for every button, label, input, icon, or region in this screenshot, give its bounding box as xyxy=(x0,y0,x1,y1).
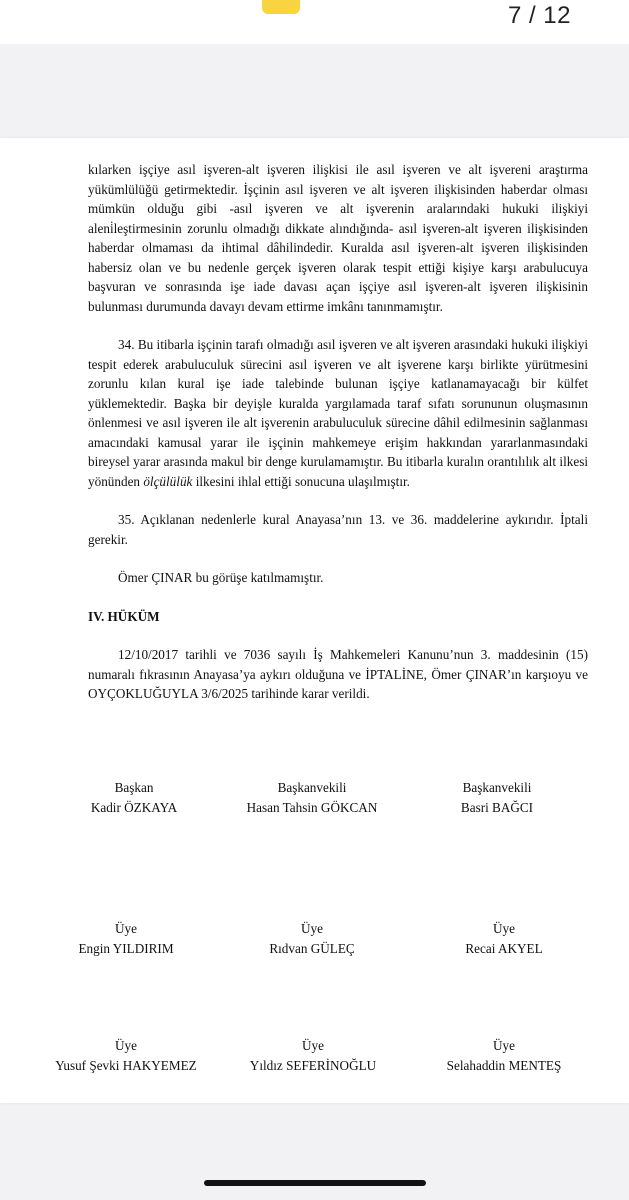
viewer-top-bar xyxy=(0,0,629,44)
signature-role: Üye xyxy=(493,921,515,936)
dissent-note: Ömer ÇINAR bu görüşe katılmamıştır. xyxy=(118,570,324,585)
signature-name: Hasan Tahsin GÖKCAN xyxy=(246,800,378,815)
signature-role: Üye xyxy=(302,1038,324,1053)
ruling-paragraph: 12/10/2017 tarihli ve 7036 sayılı İş Mahkemeleri Kanunu’nun 3. maddesinin (15) numaralı fıkrasının Anayasa’ya aykırı olduğuna ve İPTALİNE, Ömer ÇINAR’ın karşıoyu ve OYÇOKLUĞUYLA 3/6/2025 tarihinde karar verildi. xyxy=(88,647,588,701)
emphasis-olcululuk: ölçülülük xyxy=(143,473,193,489)
signature-role: Üye xyxy=(115,921,137,936)
signature-name: Yusuf Şevki HAKYEMEZ xyxy=(55,1058,197,1073)
signature-name: Basri BAĞCI xyxy=(460,800,534,815)
highlight-marker xyxy=(262,0,300,14)
signature-role: Üye xyxy=(301,921,323,936)
signature-name: Selahaddin MENTEŞ xyxy=(446,1058,562,1073)
signature-name: Kadir ÖZKAYA xyxy=(90,800,178,815)
paragraph-34 xyxy=(88,335,588,491)
signature-uye-1 xyxy=(78,919,173,959)
signature-uye-6 xyxy=(447,1036,562,1076)
signature-role: Üye xyxy=(493,1038,515,1053)
signature-name: Yıldız SEFERİNOĞLU xyxy=(249,1058,377,1073)
signature-baskanvekili-1 xyxy=(247,778,378,818)
document-body xyxy=(88,160,588,704)
paragraph-34-text: 34. Bu itibarla işçinin tarafı olmadığı asıl işveren ve alt işveren arasındaki hukuki ilişkiyi tespit ederek arabuluculuk sürecini asıl işveren ve alt işverene karşı birlikte yürütmesini zorunlu kılan kural işe iade talebinde bulunan işçiye katlanamayacağı bir külfet yüklemektedir. Başka bir deyişle kuralda yargılamada taraf sıfatı sorununun oluşmasının önlenmesi ve asıl işveren ile alt işverenin arabuluculuk sürecine dâhil edilmesinin sağlanması amacındaki kamusal yarar ile işçinin mahkemeye erişim hakkından yararlanmasındaki bireysel yarar arasında makul bir denge kurulamamıştır. Bu itibarla kuralın orantılılık alt ilkesi yönünden xyxy=(88,337,588,489)
paragraph-35: 35. Açıklanan nedenlerle kural Anayasa’nın 13. ve 36. maddelerine aykırıdır. İptali gerekir. xyxy=(88,512,588,547)
signature-name: Recai AKYEL xyxy=(465,941,543,956)
paragraph-continuation: kılarken işçiye asıl işveren-alt işveren ilişkisi ile asıl işveren ve alt işvereni araştırma yükümlülüğü getirmektedir. İşçinin asıl işveren ve alt işveren ilişkisinden haberdar olması mümkün olduğu gibi -asıl işveren ve alt işverenin aralarındaki hukuki ilişkiyi aleni̇leştirmesinin zorunlu olmadığı dikkate alındığında- asıl işveren-alt işveren ilişkisinden haberdar olmaması da ihtimal dâhilindedir. Kuralda asıl işveren-alt işveren ilişkisinden habersiz olan ve bu nedenle gerçek işveren olarak tespit ettiği kişiye karşı arabulucuya başvuran ve sonrasında işe iade davası açan işçiye asıl işveren-alt işveren ilişkisinin bulunması durumunda davayı devam ettirme imkânı tanınmamıştır. xyxy=(88,162,588,314)
home-indicator[interactable] xyxy=(204,1180,426,1186)
signature-role: Başkan xyxy=(114,780,154,795)
signature-uye-2 xyxy=(269,919,354,959)
signature-uye-3 xyxy=(465,919,542,959)
signature-role: Başkanvekili xyxy=(462,780,532,795)
signature-baskan xyxy=(91,778,177,818)
signature-uye-4 xyxy=(55,1036,196,1076)
signature-name: Rıdvan GÜLEÇ xyxy=(269,941,355,956)
document-page xyxy=(0,138,629,1103)
signature-role: Üye xyxy=(115,1038,137,1053)
signature-uye-5 xyxy=(250,1036,376,1076)
signature-name: Engin YILDIRIM xyxy=(78,941,174,956)
section-heading: IV. HÜKÜM xyxy=(88,608,160,624)
page-indicator: 7 / 12 xyxy=(507,2,571,29)
paragraph-34-tail: ilkesini ihlal ettiği sonucuna ulaşılmıştır. xyxy=(195,473,410,489)
signature-baskanvekili-2 xyxy=(461,778,533,818)
signature-role: Başkanvekili xyxy=(277,780,347,795)
